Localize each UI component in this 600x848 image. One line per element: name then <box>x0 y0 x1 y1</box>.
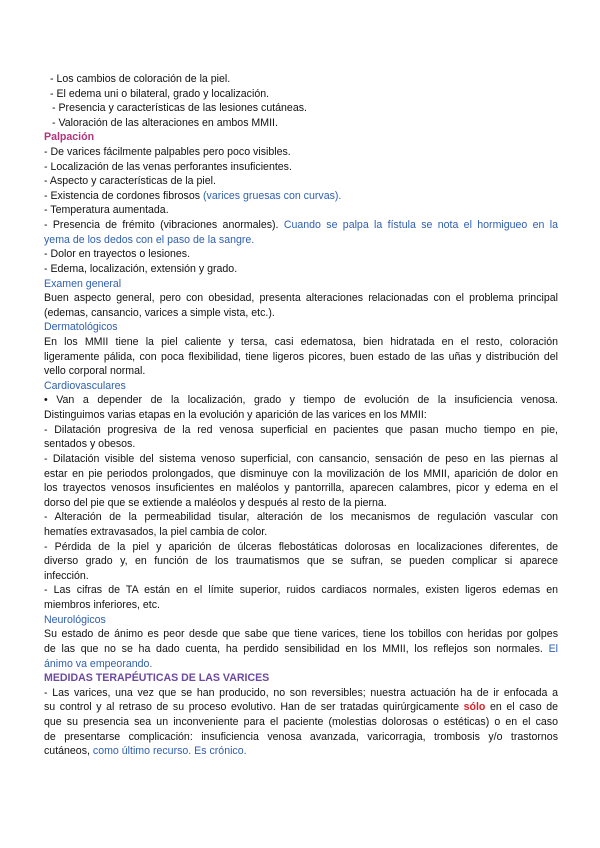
cardiovasculares-line: dorso del pie que se extiende a maléolos y después al resto de la pierna. <box>44 497 387 509</box>
cardiovasculares-line: - Dilatación progresiva de la red venosa superficial en pacientes que pasan mucho tiempo en pie, <box>44 424 558 436</box>
palpacion-heading: Palpación <box>44 131 95 143</box>
dermatologicos-line: vello corporal normal. <box>44 365 146 377</box>
medidas-emphasis: sólo <box>463 701 486 713</box>
palpacion-item: - Edema, localización, extensión y grado. <box>44 263 238 275</box>
cardiovasculares-line: Distinguimos varias etapas en la evolución y aparición de las varices en los MMII: <box>44 409 427 421</box>
examen-general-line: Buen aspecto general, pero con obesidad, presenta alteraciones relacionadas con el problema principal <box>44 292 558 304</box>
cardiovasculares-line: los trayectos venosos insuficientes en maléolos y pantorrilla, aparecen calambres, picor y edema en el <box>44 482 558 494</box>
examen-general-line: (edemas, cansancio, varices a simple vista, etc.). <box>44 307 275 319</box>
intro-item: - El edema uni o bilateral, grado y localización. <box>50 88 270 100</box>
palpacion-fremito <box>44 218 558 233</box>
palpacion-cordones <box>44 189 558 204</box>
cardiovasculares-line: • Van a depender de la localización, grado y tiempo de evolución de la insuficiencia venosa. <box>44 394 558 406</box>
medidas-line <box>44 744 558 759</box>
cardiovasculares-line: - Las cifras de TA están en el límite superior, ruidos cardiacos normales, existen ligeros edemas en <box>44 584 558 596</box>
intro-item: - Valoración de las alteraciones en ambos MMII. <box>52 117 278 129</box>
cardiovasculares-line: infección. <box>44 570 89 582</box>
cordones-text: - Existencia de cordones fibrosos <box>44 190 201 202</box>
fremito-note: Cuando se palpa la fístula se nota el hormigueo en la <box>283 219 558 231</box>
neurologicos-line <box>44 642 558 657</box>
cardiovasculares-line: miembros inferiores, etc. <box>44 599 160 611</box>
intro-item: - Presencia y características de las lesiones cutáneas. <box>52 102 307 114</box>
medidas-text: su control y al retraso de su proceso evolutivo. Han de ser tratadas quirúrgicamente <box>44 701 459 713</box>
medidas-text: cutáneos, <box>44 745 90 757</box>
examen-general-heading: Examen general <box>44 278 122 290</box>
medidas-heading: MEDIDAS TERAPÉUTICAS DE LAS VARICES <box>44 672 270 684</box>
cordones-note: (varices gruesas con curvas). <box>203 190 342 202</box>
cardiovasculares-line: - Dilatación visible del sistema venoso superficial, con cansancio, sensación de peso en las piernas al <box>44 453 558 465</box>
palpacion-item: - De varices fácilmente palpables pero poco visibles. <box>44 146 291 158</box>
cardiovasculares-line: sentados y obesos. <box>44 438 136 450</box>
neurologicos-text: de las que no se ha dado cuenta, ha perdido sensibilidad en los MMII, los reflejos son normales. <box>44 643 543 655</box>
fremito-text: - Presencia de frémito (vibraciones anormales). <box>44 219 279 231</box>
neurologicos-heading: Neurológicos <box>44 614 106 626</box>
fremito-note-cont: yema de los dedos con el paso de la sangre. <box>44 234 255 246</box>
cardiovasculares-line: estar en pie periodos prolongados, que disminuye con la movilización de los MMII, aparición de dolor en <box>44 468 558 480</box>
neurologicos-note-cont: ánimo va empeorando. <box>44 658 153 670</box>
palpacion-item: - Aspecto y características de la piel. <box>44 175 216 187</box>
dermatologicos-heading: Dermatológicos <box>44 321 118 333</box>
medidas-text-end: en el caso de <box>489 701 558 713</box>
medidas-line: - Las varices, una vez que se han producido, no son reversibles; nuestra actuación ha de ir enfocada a <box>44 687 558 699</box>
medidas-note: como último recurso. Es crónico. <box>92 745 247 757</box>
medidas-line: de presentarse complicación: insuficiencia venosa avanzada, varicorragia, trombosis y/o trastornos <box>44 731 558 743</box>
cardiovasculares-line: - Pérdida de la piel y aparición de úlceras flebostáticas dolorosas en localizaciones diferentes, de <box>44 541 558 553</box>
palpacion-item: - Localización de las venas perforantes insuficientes. <box>44 161 292 173</box>
palpacion-temperatura: - Temperatura aumentada. <box>44 204 169 216</box>
cardiovasculares-line: hematíes extravasados, la piel cambia de color. <box>44 526 268 538</box>
palpacion-item: - Dolor en trayectos o lesiones. <box>44 248 191 260</box>
cardiovasculares-line: - Alteración de la permeabilidad tisular, alteración de los mecanismos de regulación vascular con <box>44 511 558 523</box>
cardiovasculares-line: diverso grado y, en función de los traumatismos que se sufran, se pueden complicar si aparece <box>44 555 558 567</box>
dermatologicos-line: ligeramente pálida, con poca flexibilidad, tiene ligeros picores, buen estado de las uñas y distribución del <box>44 351 558 363</box>
neurologicos-line: Su estado de ánimo es peor desde que sabe que tiene varices, tiene los tobillos con heridas por golpes <box>44 628 558 640</box>
medidas-line <box>44 700 558 715</box>
cardiovasculares-heading: Cardiovasculares <box>44 380 126 392</box>
medidas-line: que su presencia sea un inconveniente para el paciente (molestias dolorosas o estéticas) o en el caso <box>44 716 558 728</box>
neurologicos-note: El <box>548 643 558 655</box>
dermatologicos-line: En los MMII tiene la piel caliente y tersa, casi edematosa, bien hidratada en el resto, coloración <box>44 336 558 348</box>
intro-item: - Los cambios de coloración de la piel. <box>50 73 231 85</box>
